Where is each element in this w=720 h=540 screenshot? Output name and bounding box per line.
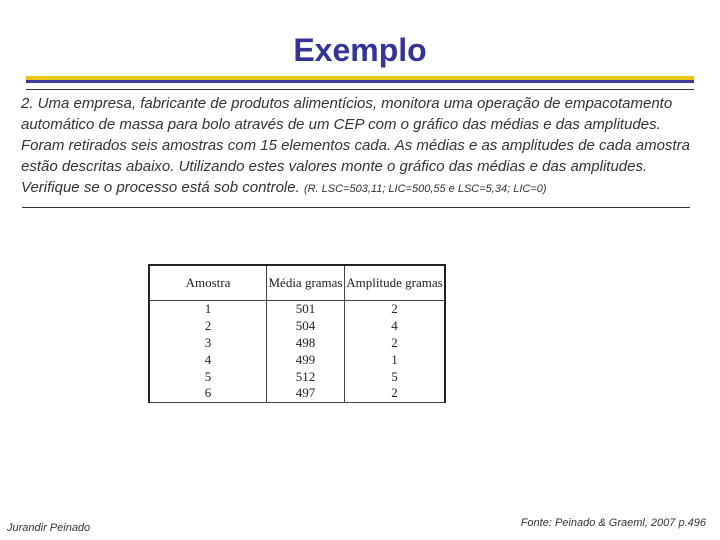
- cell-mean: 512: [267, 368, 345, 385]
- cell-range: 2: [345, 335, 446, 352]
- cell-mean: 497: [267, 385, 345, 402]
- paragraph-top-rule: [26, 89, 694, 90]
- exercise-paragraph: 2. Uma empresa, fabricante de produtos alimentícios, monitora uma operação de empacotamento automático de massa para bolo através de um CEP com o gráfico das médias e das amplitudes. Foram retirados seis amostras com 15 elementos cada. As médias e as amplitudes de cada amostra estão descritas abaixo. Utilizando estes valores monte o gráfico das médias e das amplitudes. Verifique se o processo está sob controle.: [21, 95, 690, 196]
- cell-sample: 2: [149, 318, 267, 335]
- footer-author: Jurandir Peinado: [7, 522, 91, 534]
- cell-sample: 6: [149, 385, 267, 402]
- exercise-answer: (R. LSC=503,11; LIC=500,55 e LSC=5,34; LIC=0): [303, 183, 547, 195]
- exercise-text: [21, 93, 701, 200]
- header-range: Amplitude gramas: [345, 265, 446, 301]
- cell-sample: 3: [149, 335, 267, 352]
- footer-source: Fonte: Peinado & Graeml, 2007 p.496: [520, 517, 706, 529]
- cell-mean: 498: [267, 335, 345, 352]
- cell-sample: 1: [149, 301, 267, 318]
- cell-range: 4: [345, 318, 446, 335]
- table-header-row: [149, 265, 445, 301]
- table-row: [149, 335, 445, 352]
- table-row: [149, 318, 445, 335]
- table-row: [149, 368, 445, 385]
- cell-range: 2: [345, 385, 446, 402]
- cell-range: 5: [345, 368, 446, 385]
- paragraph-bottom-rule: [22, 207, 690, 208]
- cell-sample: 4: [149, 351, 267, 368]
- cell-range: 2: [345, 301, 446, 318]
- slide-title: Exemplo: [293, 32, 427, 68]
- cell-sample: 5: [149, 368, 267, 385]
- title-divider-blue: [26, 80, 694, 83]
- table-row: [149, 301, 445, 318]
- header-sample: Amostra: [149, 265, 267, 301]
- cell-mean: 501: [267, 301, 345, 318]
- table-row: [149, 351, 445, 368]
- cell-range: 1: [345, 351, 446, 368]
- header-mean: Média gramas: [267, 265, 345, 301]
- samples-table: [148, 264, 446, 403]
- table-row: [149, 385, 445, 402]
- cell-mean: 499: [267, 351, 345, 368]
- cell-mean: 504: [267, 318, 345, 335]
